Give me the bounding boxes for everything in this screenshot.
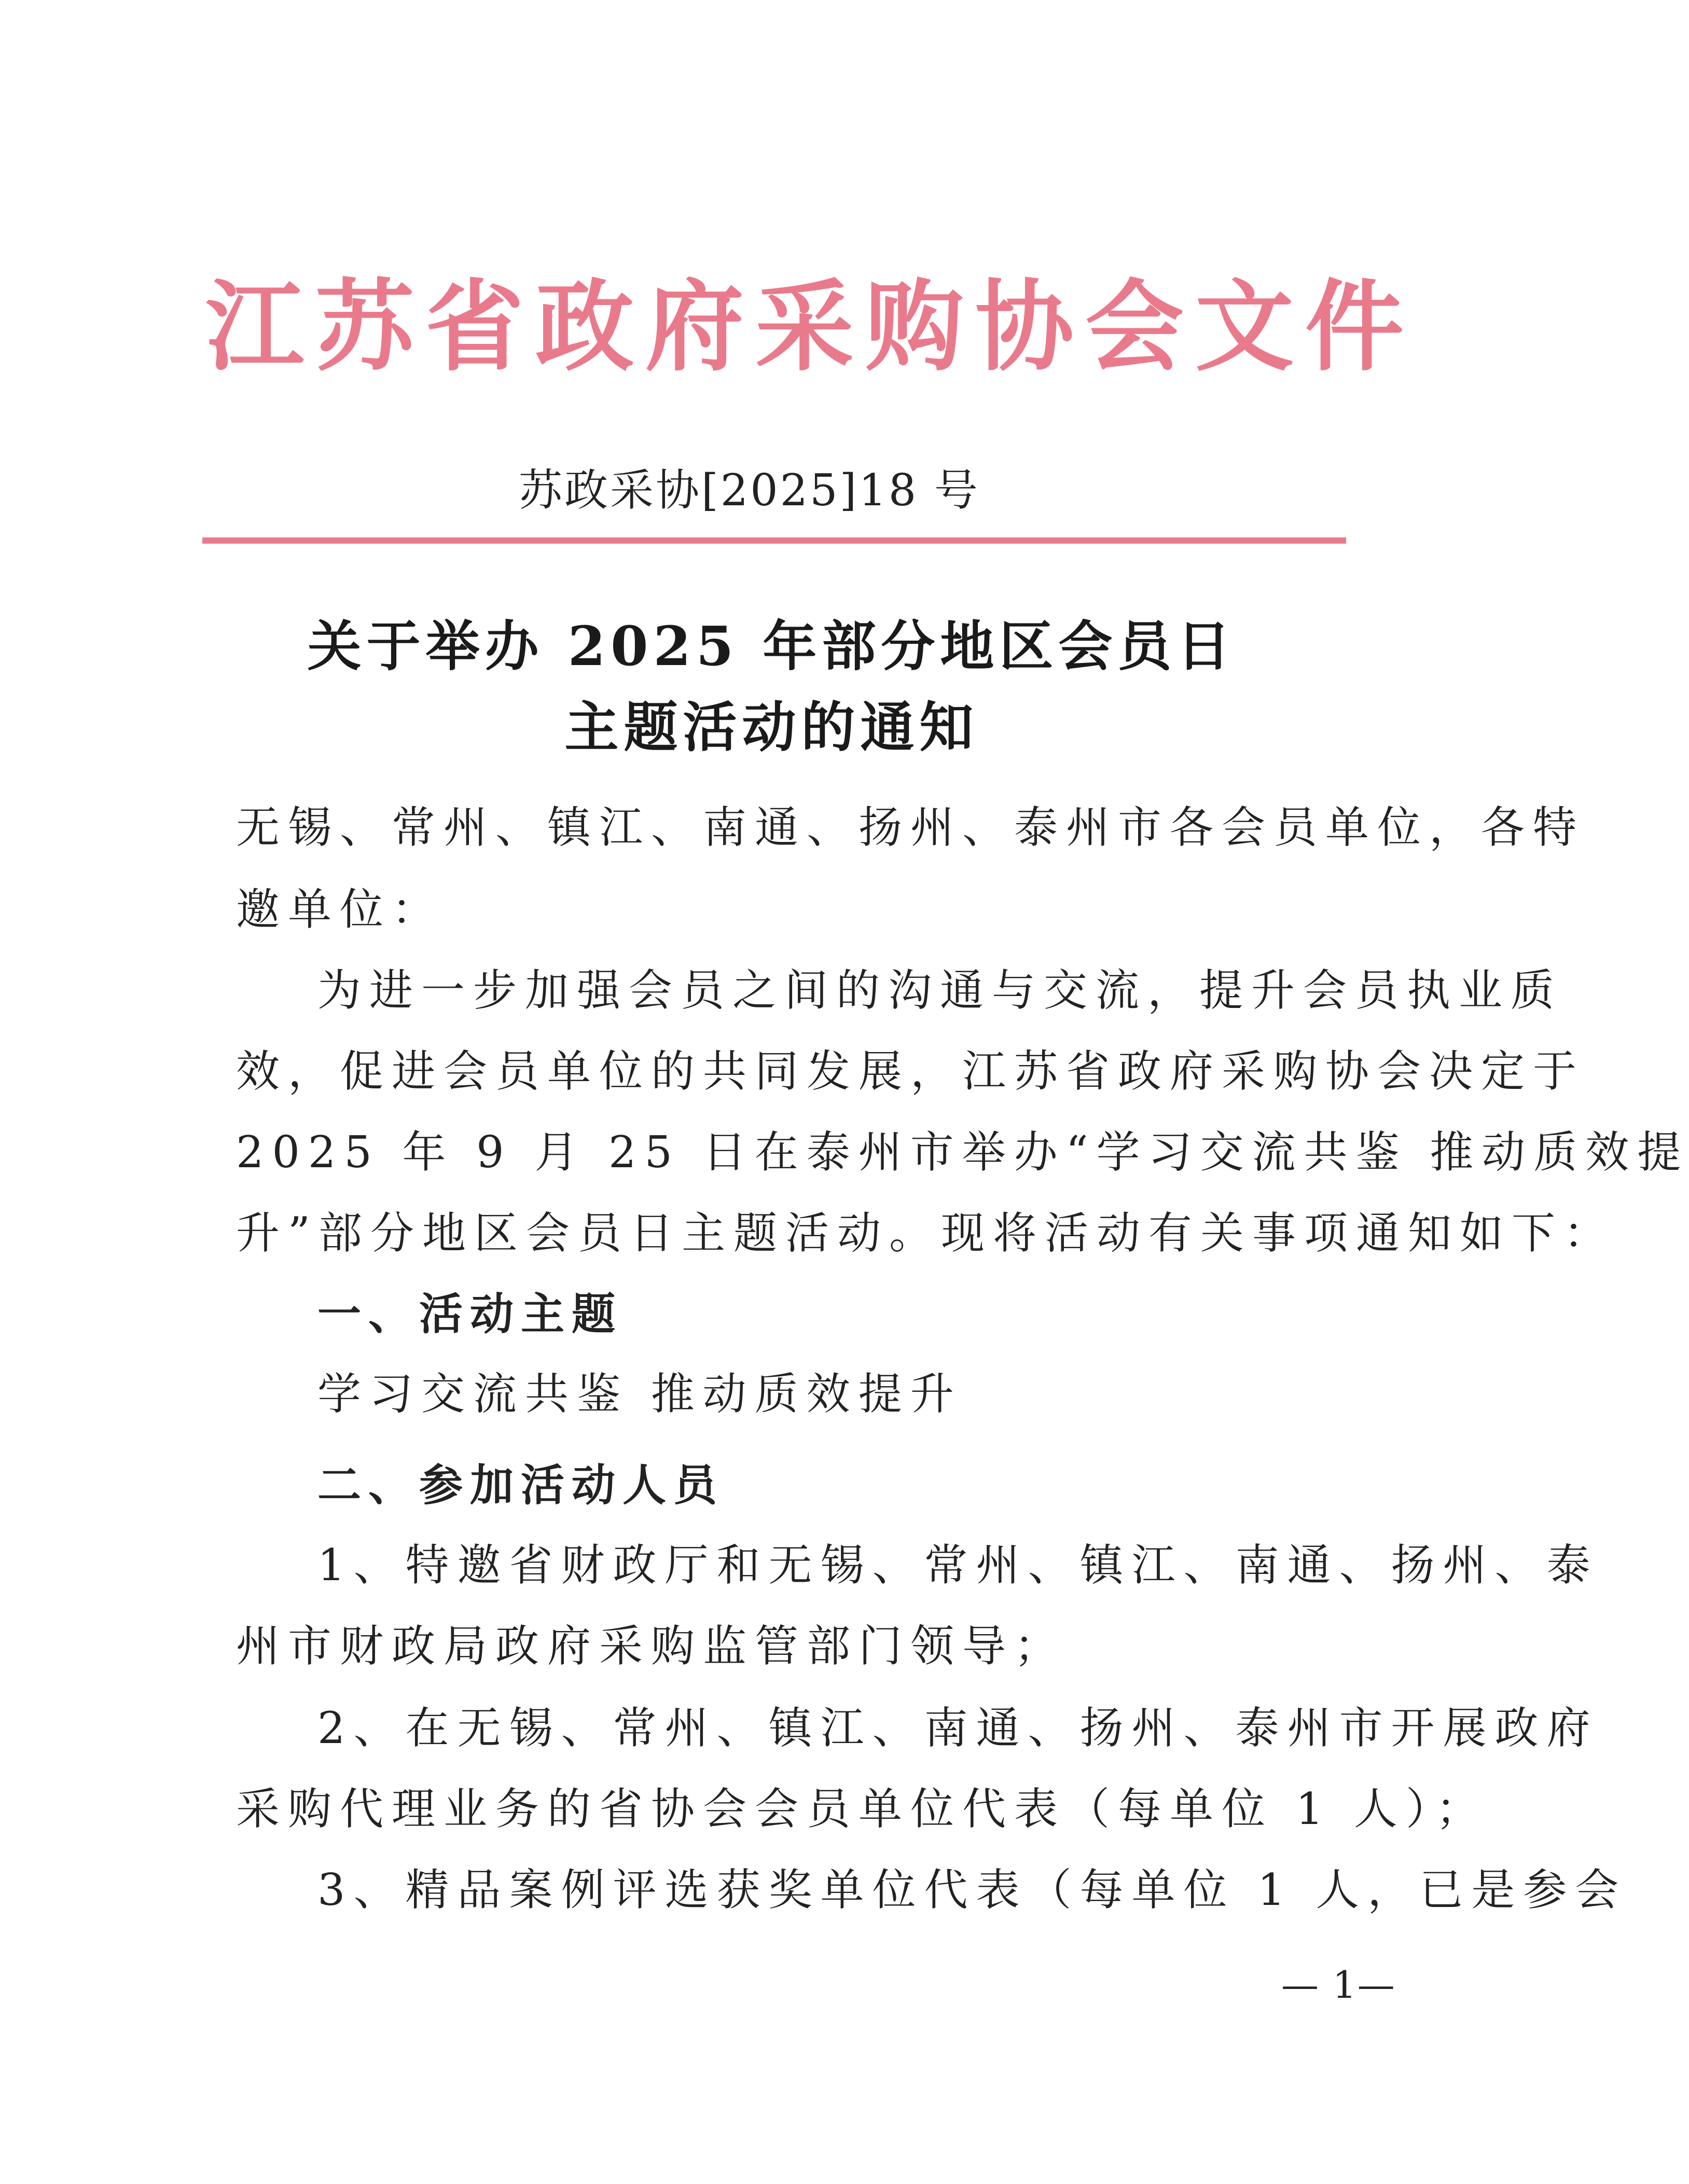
document-number: 苏政采协[2025]18 号 xyxy=(519,465,980,516)
document-header-title: 江苏省政府采购协会文件 xyxy=(205,269,1416,384)
theme-text: 学习交流共鉴 推动质效提升 xyxy=(317,1369,962,1419)
paragraph-line: 2025 年 9 月 25 日在泰州市举办“学习交流共鉴 推动质效提 xyxy=(236,1127,1689,1178)
header-red-rule xyxy=(202,537,1346,544)
recipient-line-1: 无锡、常州、镇江、南通、扬州、泰州市各会员单位，各特 xyxy=(236,802,1585,853)
list-item: 3、精品案例评选获奖单位代表（每单位 1 人，已是参会 xyxy=(317,1864,1627,1915)
section-heading-participants: 二、参加活动人员 xyxy=(317,1459,725,1511)
notice-title-line-2: 主题活动的通知 xyxy=(564,695,979,759)
paragraph-line: 升”部分地区会员日主题活动。现将活动有关事项通知如下： xyxy=(236,1208,1615,1259)
paragraph-line: 为进一步加强会员之间的沟通与交流，提升会员执业质 xyxy=(317,965,1563,1016)
notice-title-line-1: 关于举办 2025 年部分地区会员日 xyxy=(307,614,1236,678)
list-item: 1、特邀省财政厅和无锡、常州、镇江、南通、扬州、泰 xyxy=(317,1540,1599,1591)
paragraph-line: 效，促进会员单位的共同发展，江苏省政府采购协会决定于 xyxy=(236,1046,1585,1097)
section-heading-theme: 一、活动主题 xyxy=(317,1288,623,1339)
list-item: 2、在无锡、常州、镇江、南通、扬州、泰州市开展政府 xyxy=(317,1703,1599,1753)
recipient-line-2: 邀单位： xyxy=(236,884,444,935)
page-number: — 1— xyxy=(1281,1963,1396,2007)
list-item: 州市财政局政府采购监管部门领导； xyxy=(236,1621,1067,1671)
list-item: 采购代理业务的省协会会员单位代表（每单位 1 人）； xyxy=(236,1784,1488,1834)
